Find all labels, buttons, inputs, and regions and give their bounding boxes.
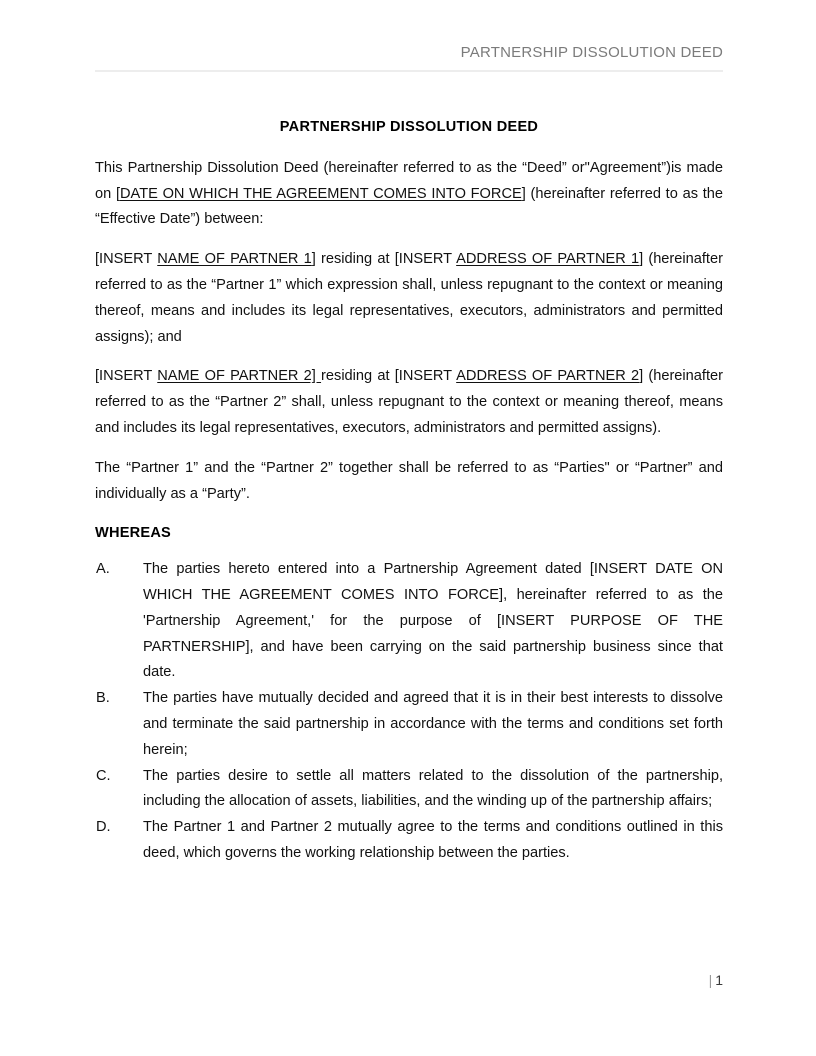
section-heading-whereas: WHEREAS (95, 525, 171, 542)
recital-item-a (95, 557, 723, 686)
footer-separator: | (708, 972, 713, 988)
recitals-list (95, 557, 723, 867)
recital-marker-b: B. (96, 690, 110, 707)
placeholder-name-of-partner-2: NAME OF PARTNER 2] (157, 368, 322, 385)
recital-text-b: The parties have mutually decided and agreed that it is in their best interests to dissolve and terminate the said partnership in accordance with the terms and conditions set forth herein; (143, 690, 723, 758)
partner2-tail: ] (hereinafter referred to as the “Partner 2” shall, unless repugnant to the context or meaning thereof, means and includes its legal representatives, executors, administrators and permitted assigns). (95, 368, 723, 437)
paragraph-partner-2 (95, 364, 723, 441)
recital-item-c (95, 764, 723, 816)
recital-item-d (95, 815, 723, 867)
recital-item-b (95, 686, 723, 763)
page-number: 1 (715, 972, 723, 988)
document-body (95, 118, 723, 867)
placeholder-name-of-partner-1: NAME OF PARTNER 1 (157, 251, 312, 268)
recital-marker-c: C. (96, 767, 111, 784)
recital-marker-a: A. (96, 561, 110, 578)
document-title: PARTNERSHIP DISSOLUTION DEED (279, 119, 539, 135)
partner2-mid: residing at [INSERT (321, 368, 457, 385)
recital-text-c: The parties desire to settle all matters related to the dissolution of the partnership, including the allocation of assets, liabilities, and the winding up of the partnership affairs; (143, 767, 723, 810)
intro-text-tail: ] (hereinafter referred to as the “Effective Date”) between: (95, 185, 723, 228)
recital-text-a: The parties hereto entered into a Partnership Agreement dated [INSERT DATE ON WHICH THE AGREEMENT COMES INTO FORCE], hereinafter referred to as the 'Partnership Agreement,' for the purpose of [INSERT PURPOSE OF THE PARTNERSHIP], and have been carrying on the said partnership business since that date. (143, 561, 723, 681)
placeholder-effective-date: DATE ON WHICH THE AGREEMENT COMES INTO FORCE (120, 185, 522, 202)
recital-marker-d: D. (96, 819, 111, 836)
partner1-tail: ] (hereinafter referred to as the “Partner 1” which expression shall, unless repugnant to the context or meaning thereof, means and includes its legal representatives, executors, administrators and permitted assigns); and (95, 251, 723, 345)
placeholder-address-of-partner-1: ADDRESS OF PARTNER 1 (456, 251, 640, 268)
partner2-lead: [INSERT (95, 368, 158, 385)
paragraph-intro (95, 156, 723, 233)
paragraph-parties-definition: The “Partner 1” and the “Partner 2” together shall be referred to as “Parties" or “Partner” and individually as a “Party”. (95, 459, 723, 502)
paragraph-partner-1 (95, 247, 723, 350)
page-footer (95, 972, 723, 988)
running-header-title: PARTNERSHIP DISSOLUTION DEED (460, 44, 723, 61)
partner1-mid: ] residing at [INSERT (311, 251, 457, 268)
placeholder-address-of-partner-2: ADDRESS OF PARTNER 2 (456, 368, 640, 385)
recital-text-d: The Partner 1 and Partner 2 mutually agree to the terms and conditions outlined in this deed, which governs the working relationship between the parties. (143, 819, 723, 861)
header-divider-rule (95, 70, 723, 72)
intro-text-lead: This Partnership Dissolution Deed (hereinafter referred to as the “Deed” or"Agreement”)is made on [ (95, 159, 723, 202)
running-header (95, 44, 723, 62)
partner1-lead: [INSERT (95, 251, 158, 268)
